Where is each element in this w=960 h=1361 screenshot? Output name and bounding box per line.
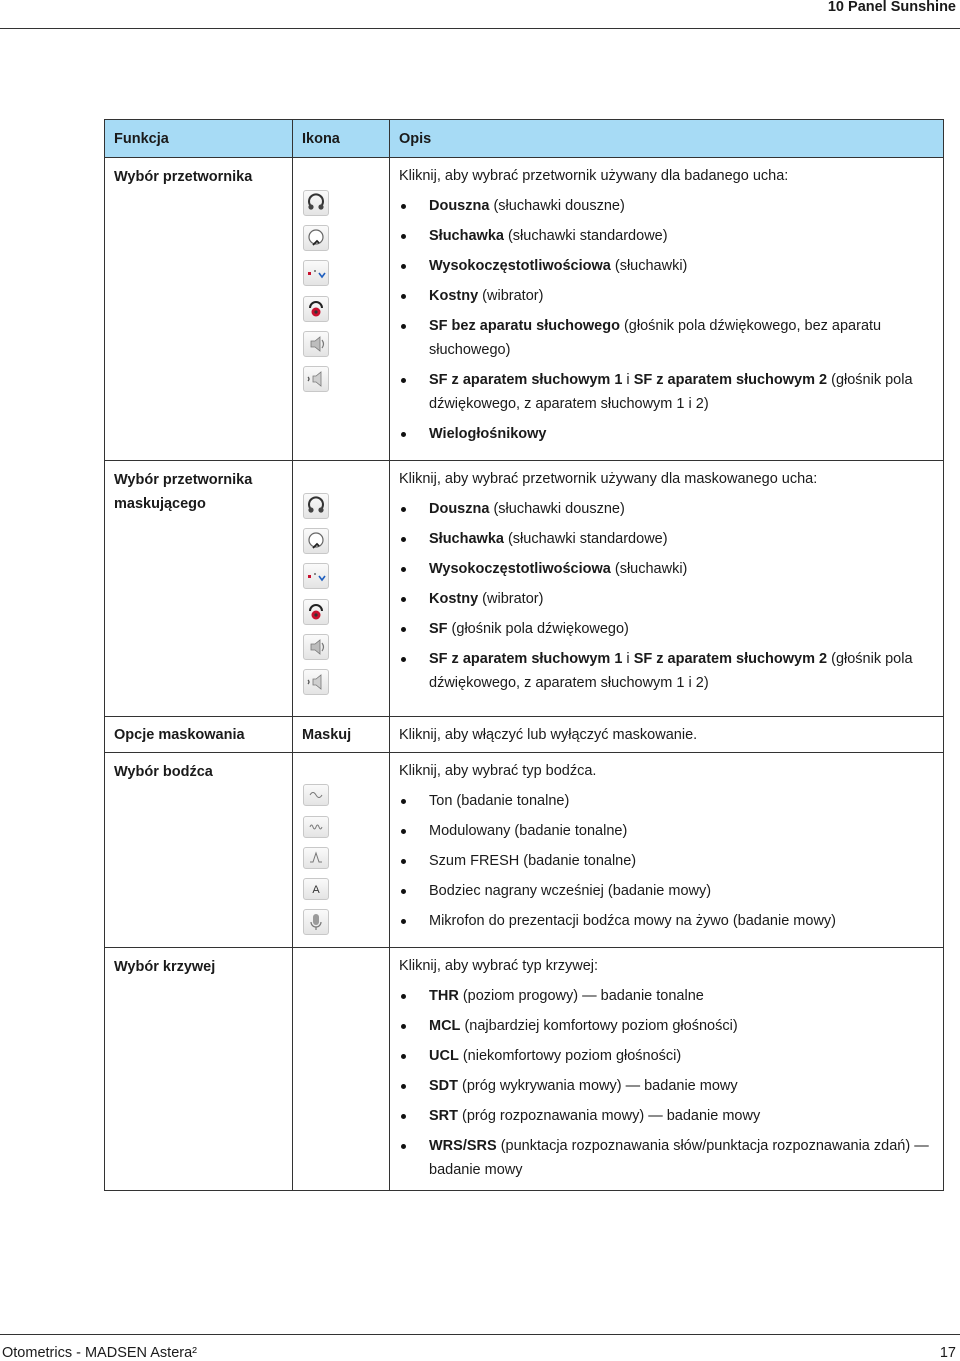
sound-field-aided-speaker-icon[interactable] bbox=[303, 366, 329, 392]
list-item: Wysokoczęstotliwościowa (słuchawki) bbox=[399, 557, 935, 587]
bone-conductor-icon[interactable] bbox=[303, 296, 329, 322]
description-intro: Kliknij, aby wybrać przetwornik używany dla badanego ucha: bbox=[399, 168, 789, 184]
function-table bbox=[104, 119, 944, 1191]
transducer-list bbox=[399, 194, 935, 452]
list-item: UCL (niekomfortowy poziom głośności) bbox=[399, 1044, 935, 1074]
list-item: WRS/SRS (punktacja rozpoznawania słów/punktacja rozpoznawania zdań) — badanie mowy bbox=[399, 1134, 935, 1182]
function-name: Wybór przetwornika bbox=[114, 169, 253, 185]
sound-field-speaker-icon[interactable] bbox=[303, 331, 329, 357]
stimulus-list bbox=[399, 789, 935, 939]
list-item: Modulowany (badanie tonalne) bbox=[399, 819, 935, 849]
description-intro: Kliknij, aby wybrać typ krzywej: bbox=[399, 958, 599, 974]
mask-button[interactable]: Maskuj bbox=[302, 727, 352, 743]
high-frequency-headphone-icon[interactable] bbox=[303, 260, 329, 286]
list-item: MCL (najbardziej komfortowy poziom głośności) bbox=[399, 1014, 935, 1044]
table-row bbox=[105, 717, 944, 753]
function-name: Wybór krzywej bbox=[114, 959, 216, 975]
list-item: Szum FRESH (badanie tonalne) bbox=[399, 849, 935, 879]
headphone-icon[interactable] bbox=[303, 225, 329, 251]
description-intro: Kliknij, aby wybrać przetwornik używany dla maskowanego ucha: bbox=[399, 471, 818, 487]
column-header-funkcja: Funkcja bbox=[105, 120, 293, 158]
function-name: Opcje maskowania bbox=[114, 727, 245, 743]
tone-icon[interactable] bbox=[303, 784, 329, 806]
fresh-noise-icon[interactable] bbox=[303, 847, 329, 869]
column-header-opis: Opis bbox=[390, 120, 944, 158]
headphone-icon[interactable] bbox=[303, 528, 329, 554]
list-item: Bodziec nagrany wcześniej (badanie mowy) bbox=[399, 879, 935, 909]
list-item: Douszna (słuchawki douszne) bbox=[399, 194, 935, 224]
page-footer bbox=[0, 1334, 960, 1361]
icon-cell bbox=[293, 753, 390, 948]
table-row bbox=[105, 158, 944, 461]
sound-field-aided-speaker-icon[interactable] bbox=[303, 669, 329, 695]
recorded-speech-letter: A bbox=[312, 884, 320, 896]
high-frequency-headphone-icon[interactable] bbox=[303, 563, 329, 589]
description-intro: Kliknij, aby włączyć lub wyłączyć maskowanie. bbox=[399, 727, 698, 743]
bone-conductor-icon[interactable] bbox=[303, 599, 329, 625]
list-item: THR (poziom progowy) — badanie tonalne bbox=[399, 984, 935, 1014]
list-item: SF z aparatem słuchowym 1 i SF z aparatem słuchowym 2 (głośnik pola dźwiękowego, z aparatem słuchowym 1 i 2) bbox=[399, 368, 935, 422]
list-item: SDT (próg wykrywania mowy) — badanie mowy bbox=[399, 1074, 935, 1104]
list-item: SF bez aparatu słuchowego (głośnik pola dźwiękowego, bez aparatu słuchowego) bbox=[399, 314, 935, 368]
insert-earphone-icon[interactable] bbox=[303, 493, 329, 519]
table-row bbox=[105, 753, 944, 948]
table-row bbox=[105, 461, 944, 717]
column-header-ikona: Ikona bbox=[293, 120, 390, 158]
list-item: Kostny (wibrator) bbox=[399, 587, 935, 617]
list-item: Wielogłośnikowy bbox=[399, 422, 935, 452]
function-name: Wybór przetwornika maskującego bbox=[114, 472, 253, 512]
list-item: SF z aparatem słuchowym 1 i SF z aparatem słuchowym 2 (głośnik pola dźwiękowego, z aparatem słuchowym 1 i 2) bbox=[399, 647, 935, 701]
sound-field-speaker-icon[interactable] bbox=[303, 634, 329, 660]
function-name: Wybór bodźca bbox=[114, 764, 213, 780]
table-header-row bbox=[105, 120, 944, 158]
list-item: Mikrofon do prezentacji bodźca mowy na żywo (badanie mowy) bbox=[399, 909, 935, 939]
table-row bbox=[105, 948, 944, 1191]
icon-cell bbox=[293, 461, 390, 717]
list-item: SF (głośnik pola dźwiękowego) bbox=[399, 617, 935, 647]
list-item: Douszna (słuchawki douszne) bbox=[399, 497, 935, 527]
list-item: Słuchawka (słuchawki standardowe) bbox=[399, 527, 935, 557]
curve-list bbox=[399, 984, 935, 1182]
footer-product: Otometrics - MADSEN Astera² bbox=[2, 1345, 197, 1361]
icon-cell bbox=[293, 158, 390, 461]
chapter-title: 10 Panel Sunshine bbox=[827, 0, 956, 15]
warble-tone-icon[interactable] bbox=[303, 816, 329, 838]
icon-cell bbox=[293, 948, 390, 1191]
list-item: Ton (badanie tonalne) bbox=[399, 789, 935, 819]
page-header bbox=[0, 0, 960, 29]
recorded-speech-icon[interactable] bbox=[303, 878, 329, 900]
description-intro: Kliknij, aby wybrać typ bodźca. bbox=[399, 763, 597, 779]
list-item: Wysokoczęstotliwościowa (słuchawki) bbox=[399, 254, 935, 284]
microphone-icon[interactable] bbox=[303, 909, 329, 935]
list-item: Kostny (wibrator) bbox=[399, 284, 935, 314]
insert-earphone-icon[interactable] bbox=[303, 190, 329, 216]
list-item: SRT (próg rozpoznawania mowy) — badanie mowy bbox=[399, 1104, 935, 1134]
list-item: Słuchawka (słuchawki standardowe) bbox=[399, 224, 935, 254]
masking-transducer-list bbox=[399, 497, 935, 701]
page-number: 17 bbox=[939, 1345, 956, 1361]
